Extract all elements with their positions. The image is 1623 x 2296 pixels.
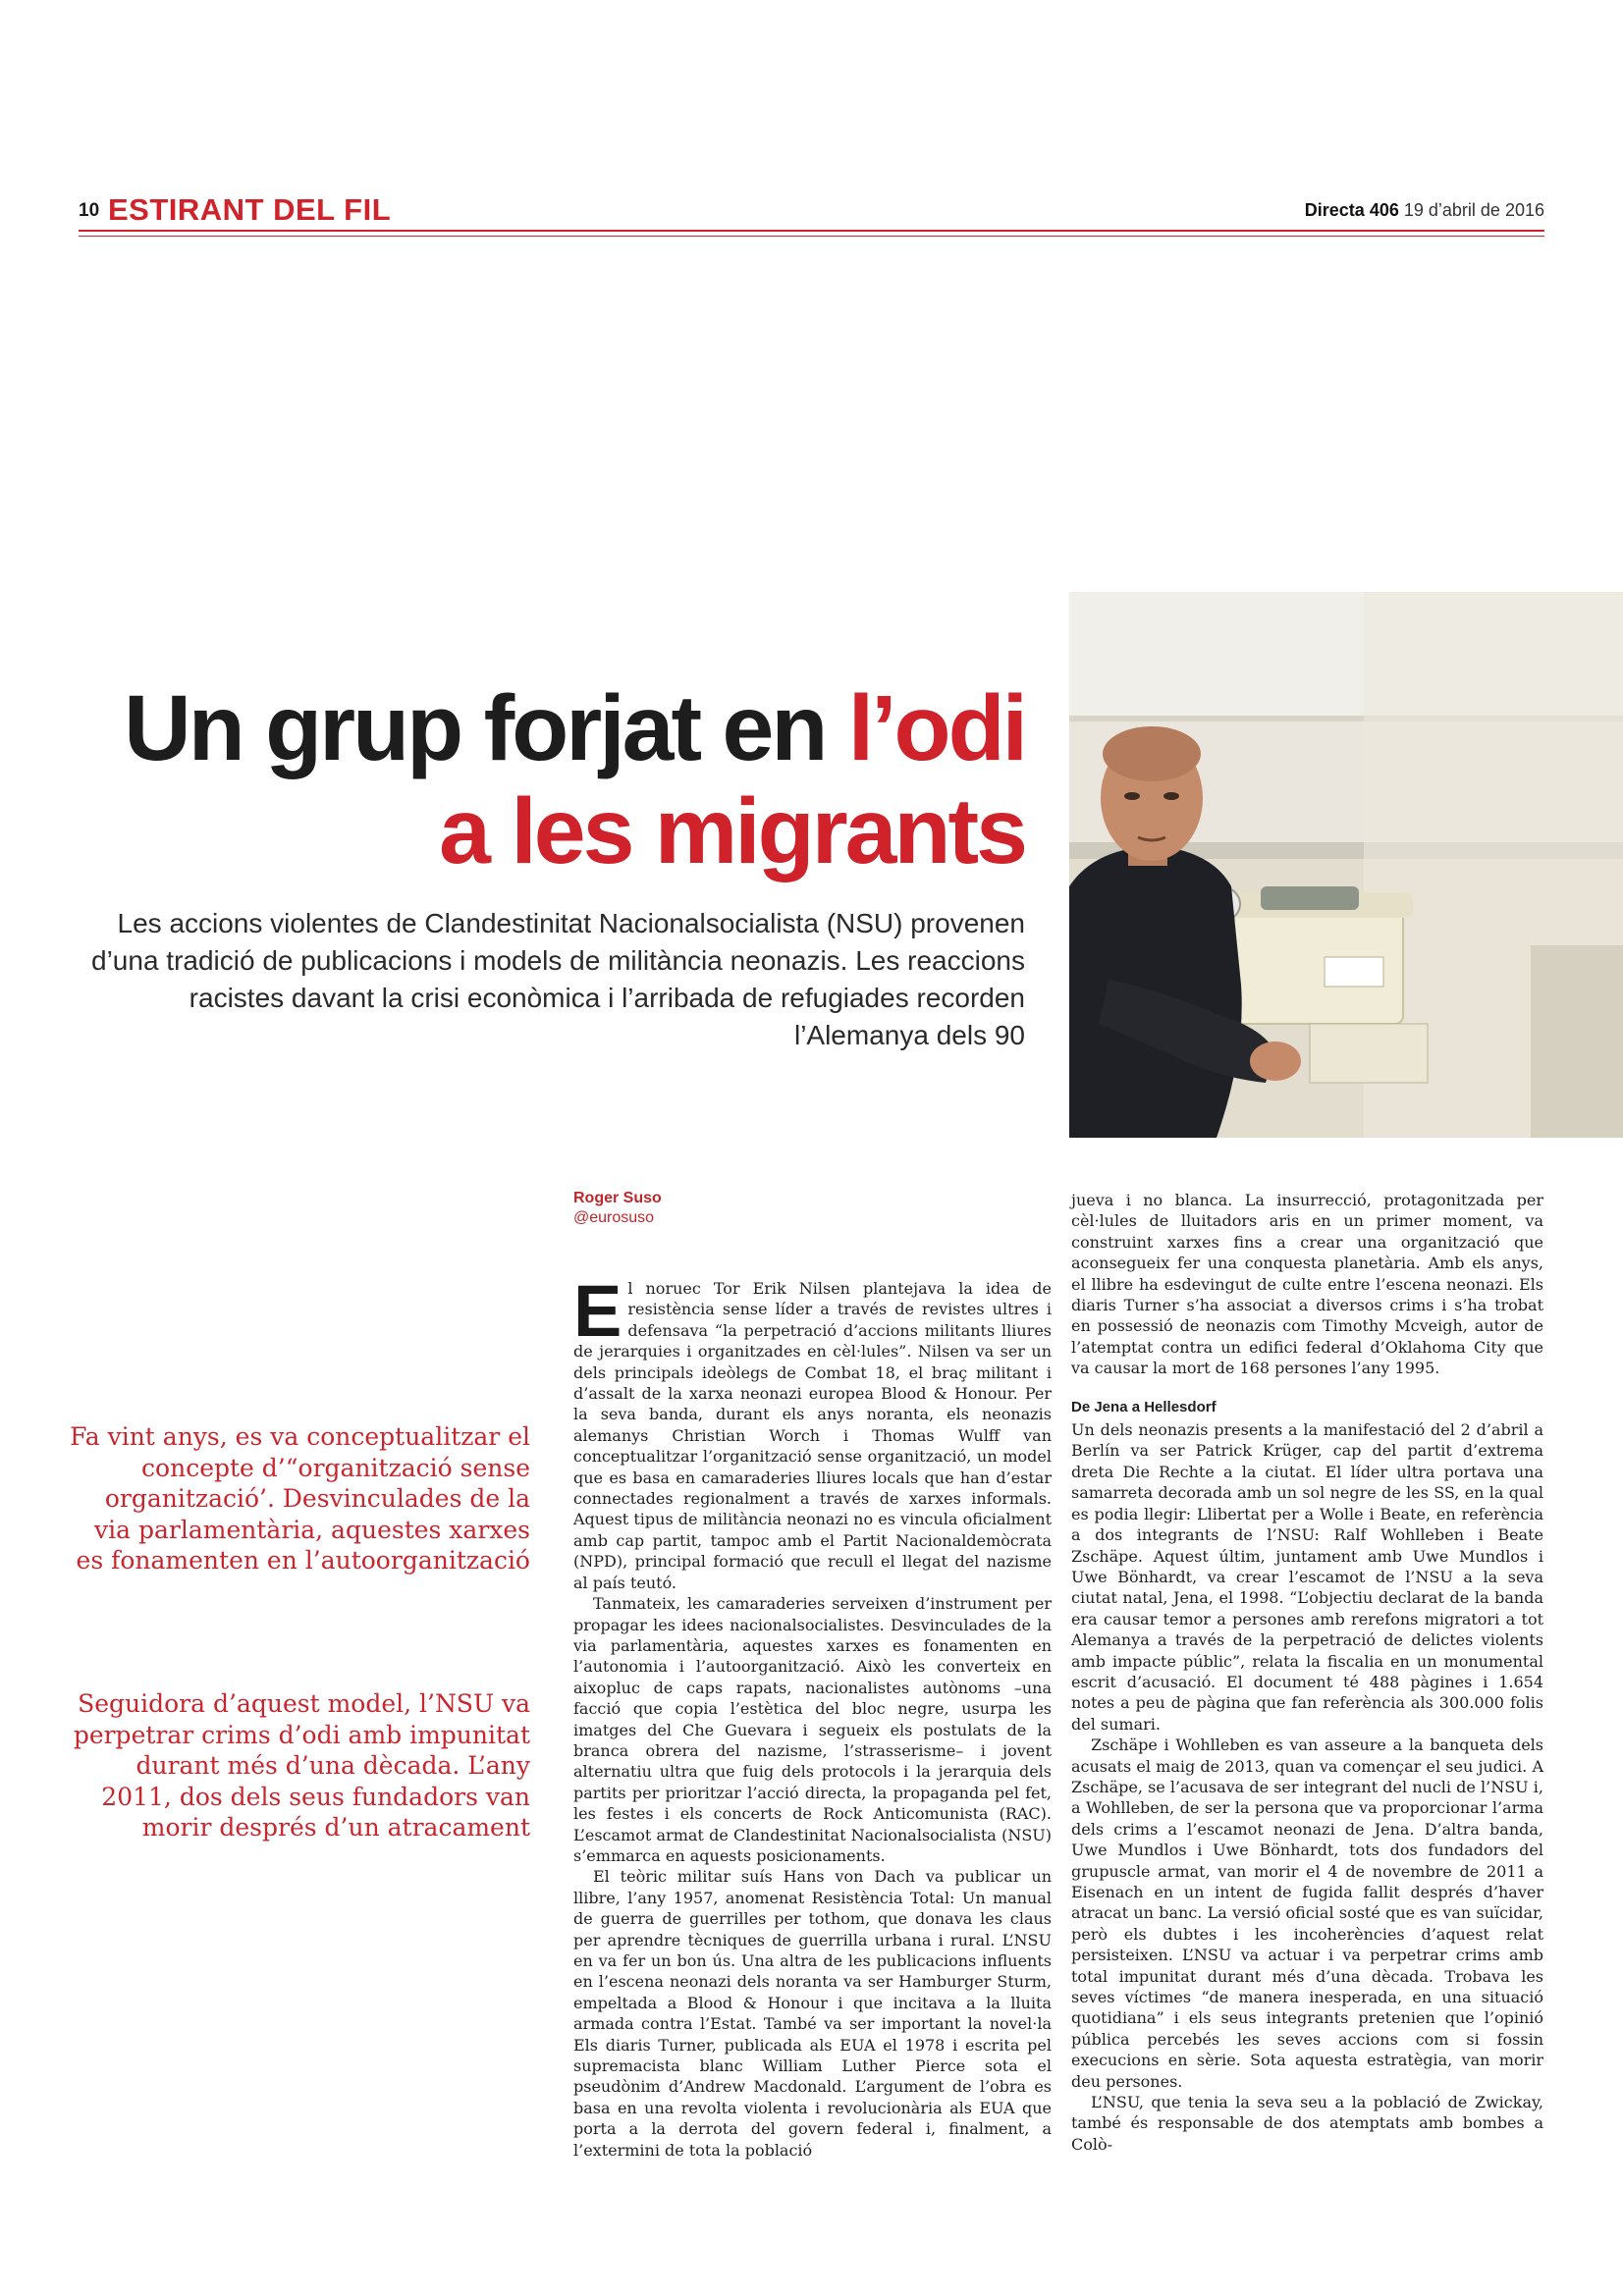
paragraph: El teòric militar suís Hans von Dach va publicar un llibre, l’any 1957, anomenat Resistència Total: Un manual de guerra de guerrilles per tothom, que donava les claus per aprendre tècniques de guerrilla urbana i rural. L’NSU en va fer un bon ús. Una altra de les publicacions influents en l’escena neonazi dels noranta va ser Hamburger Sturm, empeltada a Blood & Honour i que incitava a la lluita armada contra l’Estat. També va ser important la novel·la Els diaris Turner, publicada als EUA el 1978 i escrita pel supremacista blanc William Luther Pierce sota el pseudònim d’Andrew Macdonald. L’argument de l’obra es basa en una revolta violenta i revolucionària als EUA que porta a la derrota del govern federal i, finalment, a l’extermini de tota la població — [573, 1867, 1052, 2160]
paragraph: jueva i no blanca. La insurrecció, protagonitzada per cèl·lules de lluitadors aris en un primer moment, va construint xarxes fins a crear una organització que aconsegueix fer una conquesta planetària. Amb els anys, el llibre ha esdevingut de culte entre l’escena neonazi. Els diaris Turner s’ha associat a diversos crims i s’ha trobat en possessió de neonazis com Timothy Mcveigh, autor de l’atemptat contra un edifici federal d’Oklahoma City que va causar la mort de 168 persones l’any 1995. — [1071, 1191, 1543, 1378]
page-number: 10 — [79, 200, 100, 221]
headline-part-red: l’odi — [847, 676, 1025, 780]
drop-cap: E — [573, 1270, 622, 1352]
author-name: Roger Suso — [573, 1190, 662, 1206]
issue-info — [1305, 200, 1544, 221]
byline — [573, 1190, 1045, 1227]
paragraph: l noruec Tor Erik Nilsen plantejava la idea de resistència sense líder a través de revistes ultres i defensava “la perpetració d’accions militants lliures de jerarquies i organitzades en cèl·lules”. Nilsen va ser un dels principals ideòlegs de Combat 18, el braç militant i d’assalt de la xarxa neonazi europea Blood & Honour. Per la seva banda, durant els anys noranta, els neonazis alemanys Christian Worch i Thomas Wulff van conceptualitzar l’organització sense organització, un model que es basa en camaraderies lliures locals que han d’estar connectades regionalment a través de xarxes informals. Aquest tipus de militància neonazi no es vincula oficialment amb cap partit, tampoc amb el Partit Nacionaldemòcrata (NPD), principal formació que recull el llegat del nazisme al país teutó. — [573, 1279, 1052, 1592]
portrait-photo-illustration — [1069, 592, 1623, 1138]
article-column-2 — [1071, 1190, 1543, 2155]
issue-date: 19 d’abril de 2016 — [1403, 200, 1544, 220]
author-handle: @eurosuso — [573, 1209, 655, 1226]
subtitle: Les accions violentes de Clandestinitat Nacionalsocialista (NSU) provenen d’una tradició de publicacions i models de militància neonazis. Les reaccions racistes davant la crisi econòmica i l’arribada de refugiades recorden l’Alemanya dels 90 — [91, 908, 1025, 1050]
paragraph: Tanmateix, les camaraderies serveixen d’instrument per propagar les idees nacionalsocialistes. Desvinculades de la via parlamentària, aquestes xarxes es fonamenten en l’autonomia i l’autoorganització. Això les converteix en aixopluc de caps rapats, nacionalistes autònoms –una facció que copia l’estètica del bloc negre, usurpa les imatges del Che Guevara i segueix els postulats de la branca obrera del nazisme, l’strasserisme– i jovent alternatiu ultra que fuig dels protocols i la jerarquia dels partits per prioritzar l’acció directa, la propaganda pel fet, les festes i els concerts de Rock Anticomunista (RAC). L’escamot armat de Clandestinitat Nacionalsocialista (NSU) s’emmarca en aquests posicionaments. — [573, 1594, 1052, 1865]
section-subhead: De Jena a Hellesdorf — [1071, 1398, 1217, 1415]
headline — [59, 677, 1025, 883]
headline-part-black: Un grup forjat en — [124, 676, 848, 780]
pull-quote-1: Fa vint anys, es va conceptualitzar el concepte d’“organització sense organització’. Desvinculades de la via parlamentària, aquestes xarxes es fonamenten en l’autoorganització — [70, 1422, 530, 1575]
publication-name: Directa 406 — [1304, 200, 1399, 220]
paragraph: Un dels neonazis presents a la manifestació del 2 d’abril a Berlín va ser Patrick Krüger, cap del partit d’extrema dreta Die Rechte a la ciutat. El líder ultra portava una samarreta decorada amb un sol negre de les SS, en la qual es podia llegir: Llibertat per a Wolle i Beate, en referència a dos integrants de l’NSU: Ralf Wohlleben i Beate Zschäpe. Aquest últim, juntament amb Uwe Mundlos i Uwe Bönhardt, va crear l’escamot de l’NSU a la seva ciutat natal, Jena, el 1998. “L’objectiu declarat de la banda era causar temor a persones amb rerefons migratori a tot Alemanya a través de la perpetració de delictes violents amb impacte públic”, relata la fiscalia en un monumental escrit d’acusació. El document té 488 pàgines i 1.654 notes a peu de pàgina que fan referència als 300.000 folis del sumari. — [1071, 1420, 1543, 1734]
paragraph: Zschäpe i Wohlleben es van asseure a la banqueta dels acusats el maig de 2013, quan va començar el seu judici. A Zschäpe, se l’acusava de ser integrant del nucli de l’NSU i, a Wohlleben, de ser la persona que va proporcionar l’arma dels crims a l’escamot neonazi de Jena. D’altra banda, Uwe Mundlos i Uwe Bönhardt, tots dos fundadors del grupuscle armat, van morir el 4 de novembre de 2011 a Eisenach en un intent de fugida fallit després d’haver atracat un banc. La versió oficial sosté que es van suïcidar, però els dubtes i les incoherències d’aquest relat persisteixen. L’NSU va actuar i va perpetrar crims amb total impunitat durant més d’una dècada. Trobava les seves víctimes “de manera inesperada, en una situació quotidiana” i els seus integrants pretenien que l’opinió pública percebés les seves accions com si fossin execucions en sèrie. Sota aquesta estratègia, van morir deu persones. — [1071, 1735, 1543, 2091]
paragraph: L’NSU, que tenia la seva seu a la població de Zwickay, també és responsable de dos atemptats amb bombes a Colò- — [1071, 2093, 1543, 2154]
pull-quote-2: Seguidora d’aquest model, l’NSU va perpetrar crims d’odi amb impunitat durant més d’una dècada. L’any 2011, dos dels seus fundadors van morir després d’un atracament — [73, 1689, 530, 1842]
headline-line2: a les migrants — [439, 779, 1025, 883]
header-rule-top — [79, 230, 1544, 232]
article-column-1 — [573, 1270, 1052, 2161]
portrait-photo — [1069, 592, 1623, 1138]
header-rule-bottom — [79, 236, 1544, 237]
section-title: ESTIRANT DEL FIL — [108, 192, 392, 227]
